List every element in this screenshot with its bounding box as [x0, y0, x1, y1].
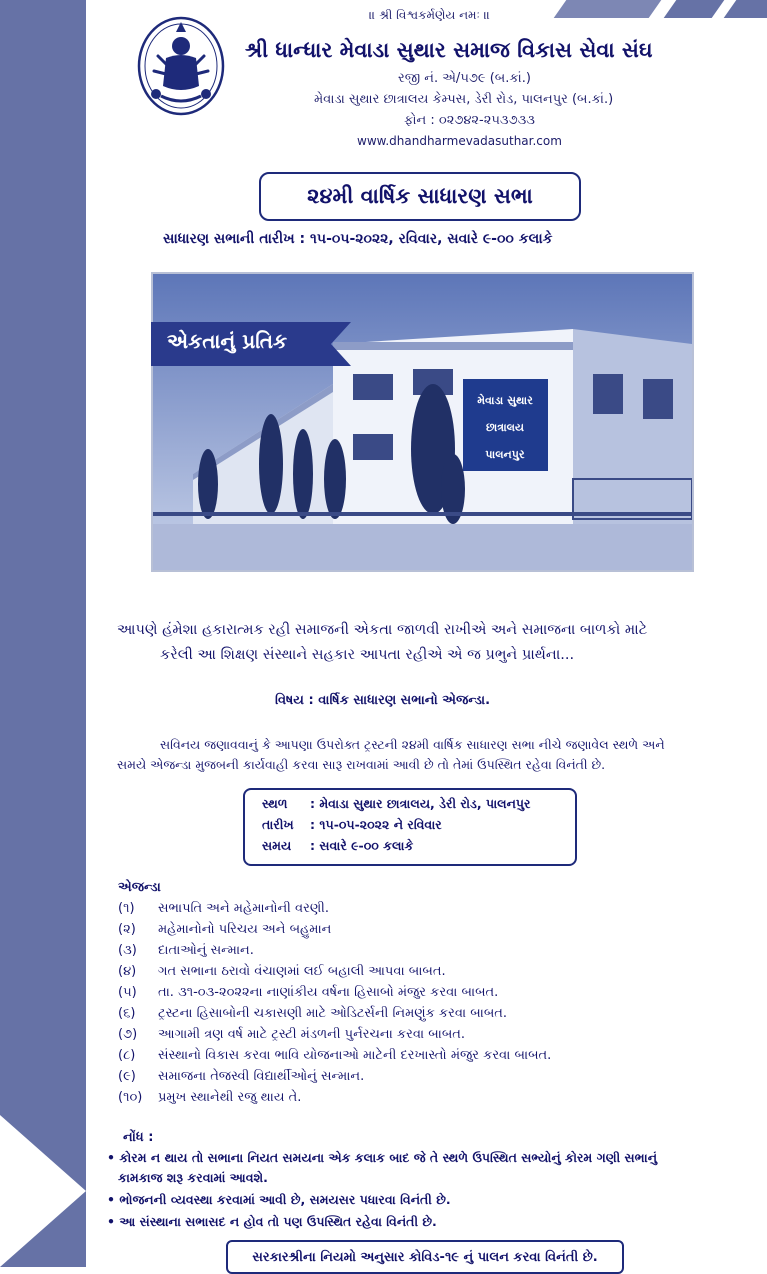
body-line-2: સમયે એજન્ડા મુજબની કાર્યવાહી કરવા સારૂ રાખવામાં આવી છે તો તેમાં ઉપસ્થિત રહેવા વિનંતી છે.: [117, 757, 606, 772]
sign-line-2: છાત્રાલય: [486, 421, 524, 434]
invocation-text: ॥ શ્રી વિશ્વકર્મણેય નમઃ ॥: [369, 8, 491, 22]
agenda-item-number: (૧૦): [118, 1090, 143, 1105]
agenda-item: [118, 1027, 465, 1042]
agenda-item-number: (૫): [118, 985, 137, 1000]
venue-details-box: [243, 788, 577, 866]
agenda-item-number: (૭): [118, 1027, 138, 1042]
agenda-item-text: ગત સભાના ઠરાવો વંચાણમાં લઈ બહાલી આપવા બાબત.: [158, 964, 446, 979]
organization-address: મેવાડા સુથાર છાત્રાલય કેમ્પસ, ડેરી રોડ, પાલનપુર (બ.કાં.): [314, 92, 614, 107]
band-arrow-shape: [0, 1115, 86, 1267]
agenda-item-text: મહેમાનોનો પરિચય અને બહુમાન: [158, 922, 332, 937]
agenda-item-number: (૮): [118, 1048, 136, 1063]
venue-place-value: : મેવાડા સુથાર છાત્રાલય, ડેરી રોડ, પાલનપુર: [310, 796, 531, 811]
hostel-building-photo: [151, 272, 694, 572]
agenda-item: [118, 1090, 301, 1105]
agenda-item: [118, 964, 446, 979]
body-line-1: સવિનય જણાવવાનું કે આપણા ઉપરોક્ત ટ્રસ્ટની ૨૪મી વાર્ષિક સાધારણ સભા નીચે જણાવેલ સ્થળે અને: [160, 737, 665, 752]
organization-phone: ફોન : ૦૨૭૪૨-૨૫૩૭૩૩: [404, 113, 535, 128]
agenda-item: [118, 1006, 507, 1021]
covid-notice: સરકારશ્રીના નિયમો અનુસાર કોવિડ-૧૯ નું પાલન કરવા વિનંતી છે.: [226, 1240, 624, 1274]
agenda-item-text: સભાપતિ અને મહેમાનોની વરણી.: [158, 901, 330, 916]
unity-banner-text: એકતાનું પ્રતિક: [167, 329, 288, 353]
meeting-date-line: સાધારણ સભાની તારીખ : ૧૫-૦૫-૨૦૨૨, રવિવાર, સવારે ૯-૦૦ કલાકે: [163, 231, 553, 247]
agenda-item-number: (૩): [118, 943, 137, 958]
venue-time-label: સમય: [262, 838, 292, 853]
agenda-item-text: આગામી ત્રણ વર્ષ માટે ટ્રસ્ટી મંડળની પુર્નરચના કરવા બાબત.: [158, 1027, 466, 1042]
vishwakarma-logo: [136, 16, 226, 116]
agenda-item: [118, 901, 329, 916]
agenda-item-number: (૬): [118, 1006, 136, 1021]
appeal-line-1: આપણે હંમેશા હકારાત્મક રહી સમાજની એકતા જાળવી રાખીએ અને સમાજના બાળકો માટે: [117, 622, 648, 638]
agenda-item-text: પ્રમુખ સ્થાનેથી રજુ થાય તે.: [158, 1090, 302, 1105]
agenda-item: [118, 1048, 551, 1063]
agenda-item-number: (૨): [118, 922, 136, 937]
agenda-item-text: સંસ્થાનો વિકાસ કરવા ભાવિ યોજનાઓ માટેની દરખાસ્તો મંજુર કરવા બાબત.: [158, 1048, 552, 1063]
note-non-members: • આ સંસ્થાના સભાસદ ન હોવ તો પણ ઉપસ્થિત રહેવા વિનંતી છે.: [107, 1214, 437, 1229]
registration-number: રજી નં. એ/૫૭૯ (બ.કાં.): [398, 71, 531, 86]
agenda-item: [118, 922, 331, 937]
agenda-item: [118, 1069, 364, 1084]
venue-date-label: તારીખ: [262, 817, 294, 832]
venue-date-value: : ૧૫-૦૫-૨૦૨૨ ને રવિવાર: [310, 817, 442, 832]
agenda-item-text: સમાજના તેજસ્વી વિદ્યાર્થીઓનું સન્માન.: [158, 1069, 365, 1084]
notes-heading: નોંધ :: [123, 1130, 154, 1145]
agenda-item-number: (૯): [118, 1069, 136, 1084]
agenda-item-number: (૪): [118, 964, 137, 979]
left-decorative-band: [0, 0, 86, 1267]
venue-place-row: [262, 796, 530, 812]
agenda-item: [118, 943, 254, 958]
sign-line-3: પાલનપુર: [485, 448, 525, 461]
top-stripe-2: [664, 0, 725, 18]
meeting-title: ૨૪મી વાર્ષિક સાધારણ સભા: [259, 172, 581, 221]
venue-place-label: સ્થળ: [262, 796, 288, 811]
top-stripe-1: [554, 0, 662, 18]
agenda-item: [118, 985, 498, 1000]
venue-date-row: [262, 817, 442, 833]
agenda-item-text: તા. ૩૧-૦૩-૨૦૨૨ના નાણાંકીય વર્ષના હિસાબો મંજુર કરવા બાબત.: [158, 985, 499, 1000]
agenda-item-text: ટ્રસ્ટના હિસાબોની ચકાસણી માટે ઓડિટર્સની નિમણુંક કરવા બાબત.: [158, 1006, 508, 1021]
top-stripe-3: [724, 0, 767, 18]
sign-line-1: મેવાડા સુથાર: [477, 394, 533, 407]
venue-time-row: [262, 838, 413, 854]
note-quorum-line-1: • કોરમ ન થાય તો સભાના નિયત સમયના એક કલાક બાદ જે તે સ્થળે ઉપસ્થિત સભ્યોનું કોરમ ગણી સભાનું: [107, 1150, 658, 1165]
venue-time-value: : સવારે ૯-૦૦ કલાકે: [310, 838, 414, 853]
organization-name: શ્રી ધાન્ધાર મેવાડા સુથાર સમાજ વિકાસ સેવા સંઘ: [245, 38, 653, 62]
appeal-line-2: કરેલી આ શિક્ષણ સંસ્થાને સહકાર આપતા રહીએ એ જ પ્રભુને પ્રાર્થના...: [160, 647, 575, 663]
note-meal: • ભોજનની વ્યવસ્થા કરવામાં આવી છે, સમયસર પધારવા વિનંતી છે.: [107, 1192, 451, 1207]
organization-website[interactable]: www.dhandharmevadasuthar.com: [357, 134, 562, 148]
agenda-heading: એજન્ડા: [118, 880, 161, 895]
agenda-item-text: દાતાઓનું સન્માન.: [158, 943, 254, 958]
note-quorum-line-2: કામકાજ શરૂ કરવામાં આવશે.: [118, 1170, 268, 1185]
subject-line: વિષય : વાર્ષિક સાધારણ સભાનો એજન્ડા.: [275, 693, 491, 708]
agenda-item-number: (૧): [118, 901, 135, 916]
